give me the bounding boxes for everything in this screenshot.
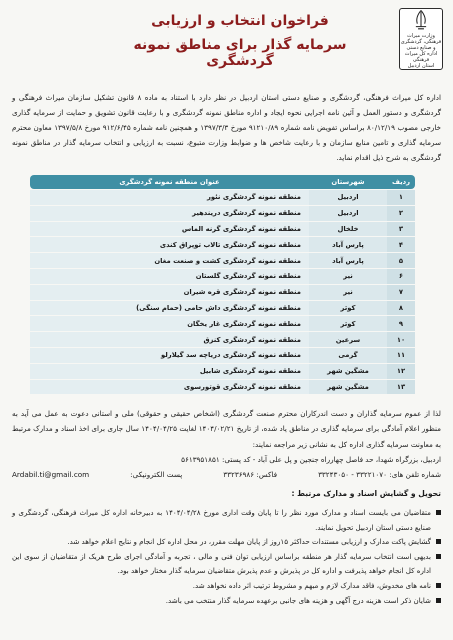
address-line: اردبیل، بزرگراه شهدا، حد فاصل چهارراه جنجین و پل علی آباد - کد پستی: ۵۶۱۳۹۵۱۸۵۱	[181, 455, 441, 464]
contact-row	[12, 467, 441, 482]
row-number: ۱۲	[387, 364, 415, 379]
page-title: فراخوان انتخاب و ارزیابی	[151, 13, 329, 29]
column-header-number: ردیف	[387, 175, 415, 189]
row-region: منطقه نمونه گردشگری گرنه الماس	[30, 222, 309, 237]
ministry-logo	[399, 8, 443, 70]
row-region: منطقه نمونه گردشگری قره شیران	[30, 285, 309, 300]
table-row	[30, 380, 415, 395]
table-row	[30, 316, 415, 331]
row-number: ۱	[387, 190, 415, 205]
row-number: ۸	[387, 301, 415, 316]
call-paragraph: لذا از عموم سرمایه گذاران و دست اندرکاران محترم صنعت گردشگری (اشخاص حقیقی و حقوقی) ملی و استانی دعوت به عمل می آید به منظور اعلام آمادگی برای سرمایه گذاری در مناطق یاد شده، از تاریخ ۱۴۰۴/۰۲/۲۱ لغایت ۱۴۰۴/۰۴/۲۵ سال جاری برای اخذ اسناد و مدارک مرتبط به معاونت سرمایه گذاری اداره کل به نشانی زیر مراجعه نمایند:	[12, 409, 442, 449]
header	[0, 0, 453, 88]
row-number: ۹	[387, 316, 415, 331]
column-header-city: شهرستان	[309, 175, 387, 189]
table-row	[30, 301, 415, 316]
row-city: پارس آباد	[309, 237, 387, 252]
list-item: متقاضیان می بایست اسناد و مدارک مورد نظر را تا پایان وقت اداری مورخ ۱۴۰۴/۰۴/۲۸ به دبیرخانه اداره کل میراث فرهنگی، گردشگری و صنایع دستی استان اردبیل تحویل نمایند.	[12, 506, 441, 535]
row-city: نیر	[309, 285, 387, 300]
list-item: نامه های مخدوش، فاقد مدارک لازم و مبهم و مشروط ترتیب اثر داده نخواهد شد.	[12, 579, 441, 594]
row-city: گرمی	[309, 348, 387, 363]
row-city: کوثر	[309, 301, 387, 316]
table-row	[30, 269, 415, 284]
row-number: ۴	[387, 237, 415, 252]
row-region: منطقه نمونه گردشگری گلستان	[30, 269, 309, 284]
row-region: منطقه نمونه گردشگری کشت و صنعت مغان	[30, 253, 309, 268]
table-row	[30, 190, 415, 205]
row-region: منطقه نمونه گردشگری دریندهیر	[30, 206, 309, 221]
row-region: منطقه نمونه گردشگری نئور	[30, 190, 309, 205]
table-row	[30, 206, 415, 221]
row-region: منطقه نمونه گردشگری قوتورسوی	[30, 380, 309, 395]
row-region: منطقه نمونه گردشگری غار یخگان	[30, 316, 309, 331]
list-item: شایان ذکر است هزینه درج آگهی و هزینه های جانبی برعهده سرمایه گذار منتخب می باشد.	[12, 594, 441, 609]
intro-paragraph: اداره کل میراث فرهنگی، گردشگری و صنایع دستی استان اردبیل در نظر دارد با استناد به ماده ۸ قانون تشکیل سازمان میراث فرهنگی و گردشگری و دستور العمل و آئین نامه اجرایی نحوه ایجاد و اداره مناطق نمونه گردشگری و با رعایت قانون تشویق و حمایت از سرمایه گذاری خارجی مصوب ۸۰/۱۲/۱۹ براساس تفویض نامه شماره ۹۱۲۱۰/۸۹ مورخ ۱۳۹۷/۳/۳ و همچنین نامه شماره ۹۱۲/۶/۴۵ مورخ ۱۳۹۷/۵/۸ معاون محترم سرمایه گذاری و تامین منابع سازمان و با رعایت شاخص ها و ضوابط وزارت متبوع، نسبت به ارزیابی و انتخاب سرمایه گذار در مناطق نمونه گردشگری به شرح ذیل اقدام نماید.	[12, 93, 441, 162]
table-row	[30, 332, 415, 347]
table-row	[30, 237, 415, 252]
notes-list	[12, 506, 441, 608]
row-region: منطقه نمونه گردشگری داش حامی (حمام سنگی)	[30, 301, 309, 316]
row-region: منطقه نمونه گردشگری دریاچه سد گیلارلو	[30, 348, 309, 363]
row-city: پارس آباد	[309, 253, 387, 268]
table-row	[30, 222, 415, 237]
table-header-row	[30, 175, 415, 189]
email-link[interactable]: Ardabil.ti@gmail.com	[12, 470, 90, 479]
column-header-region: عنوان منطقه نمونه گردشگری	[30, 175, 309, 189]
row-number: ۳	[387, 222, 415, 237]
table-body	[30, 190, 415, 394]
row-number: ۱۱	[387, 348, 415, 363]
row-number: ۲	[387, 206, 415, 221]
email-label: پست الکترونیکی:	[130, 470, 183, 479]
row-number: ۱۳	[387, 380, 415, 395]
row-city: اردبیل	[309, 206, 387, 221]
table-row	[30, 253, 415, 268]
list-item: گشایش پاکت مدارک و ارزیابی مستندات حداکثر ۱۵روز از پایان مهلت مقرر، در محل اداره کل انجام و نتایج اعلام خواهد شد.	[12, 535, 441, 550]
row-city: سرعین	[309, 332, 387, 347]
row-number: ۱۰	[387, 332, 415, 347]
regions-table	[30, 174, 415, 395]
row-number: ۶	[387, 269, 415, 284]
row-city: نیر	[309, 269, 387, 284]
table-row	[30, 285, 415, 300]
list-item: بدیهی است انتخاب سرمایه گذار هر منطقه براساس ارزیابی توان فنی و مالی ، تجربه و آمادگی اجرای طرح هریک از متقاضیان از سوی این اداره کل انجام خواهد پذیرفت و اداره کل در پذیرش و عدم پذیرش متقاضیان سرمایه گذار مختار خواهد بود.	[12, 550, 441, 579]
phone-numbers: شماره تلفن های: ۳۳۲۲۱۰۷۰ - ۳۳۲۴۳۰۵۰	[318, 470, 441, 479]
row-region: منطقه نمونه گردشگری شابیل	[30, 364, 309, 379]
row-city: مشگین شهر	[309, 364, 387, 379]
table-row	[30, 348, 415, 363]
row-number: ۵	[387, 253, 415, 268]
row-region: منطقه نمونه گردشگری کنزق	[30, 332, 309, 347]
row-number: ۷	[387, 285, 415, 300]
emblem-icon	[408, 9, 434, 31]
page-subtitle: سرمایه گذار برای مناطق نمونه گردشگری	[133, 37, 347, 69]
table-row	[30, 364, 415, 379]
contact-block	[12, 452, 441, 482]
row-city: مشگین شهر	[309, 380, 387, 395]
row-region: منطقه نمونه گردشگری تالاب توپراق کندی	[30, 237, 309, 252]
row-city: کوثر	[309, 316, 387, 331]
row-city: خلخال	[309, 222, 387, 237]
fax-number: فاکس: ۳۳۲۳۶۹۸۶	[223, 470, 278, 479]
row-city: اردبیل	[309, 190, 387, 205]
notes-title: تحویل و گشایش اسناد و مدارک مرتبط :	[291, 489, 441, 498]
logo-text: وزارت میراث فرهنگی، گردشگری و صنایع دستی اداره کل میراث فرهنگی استان اردبیل	[400, 33, 442, 69]
